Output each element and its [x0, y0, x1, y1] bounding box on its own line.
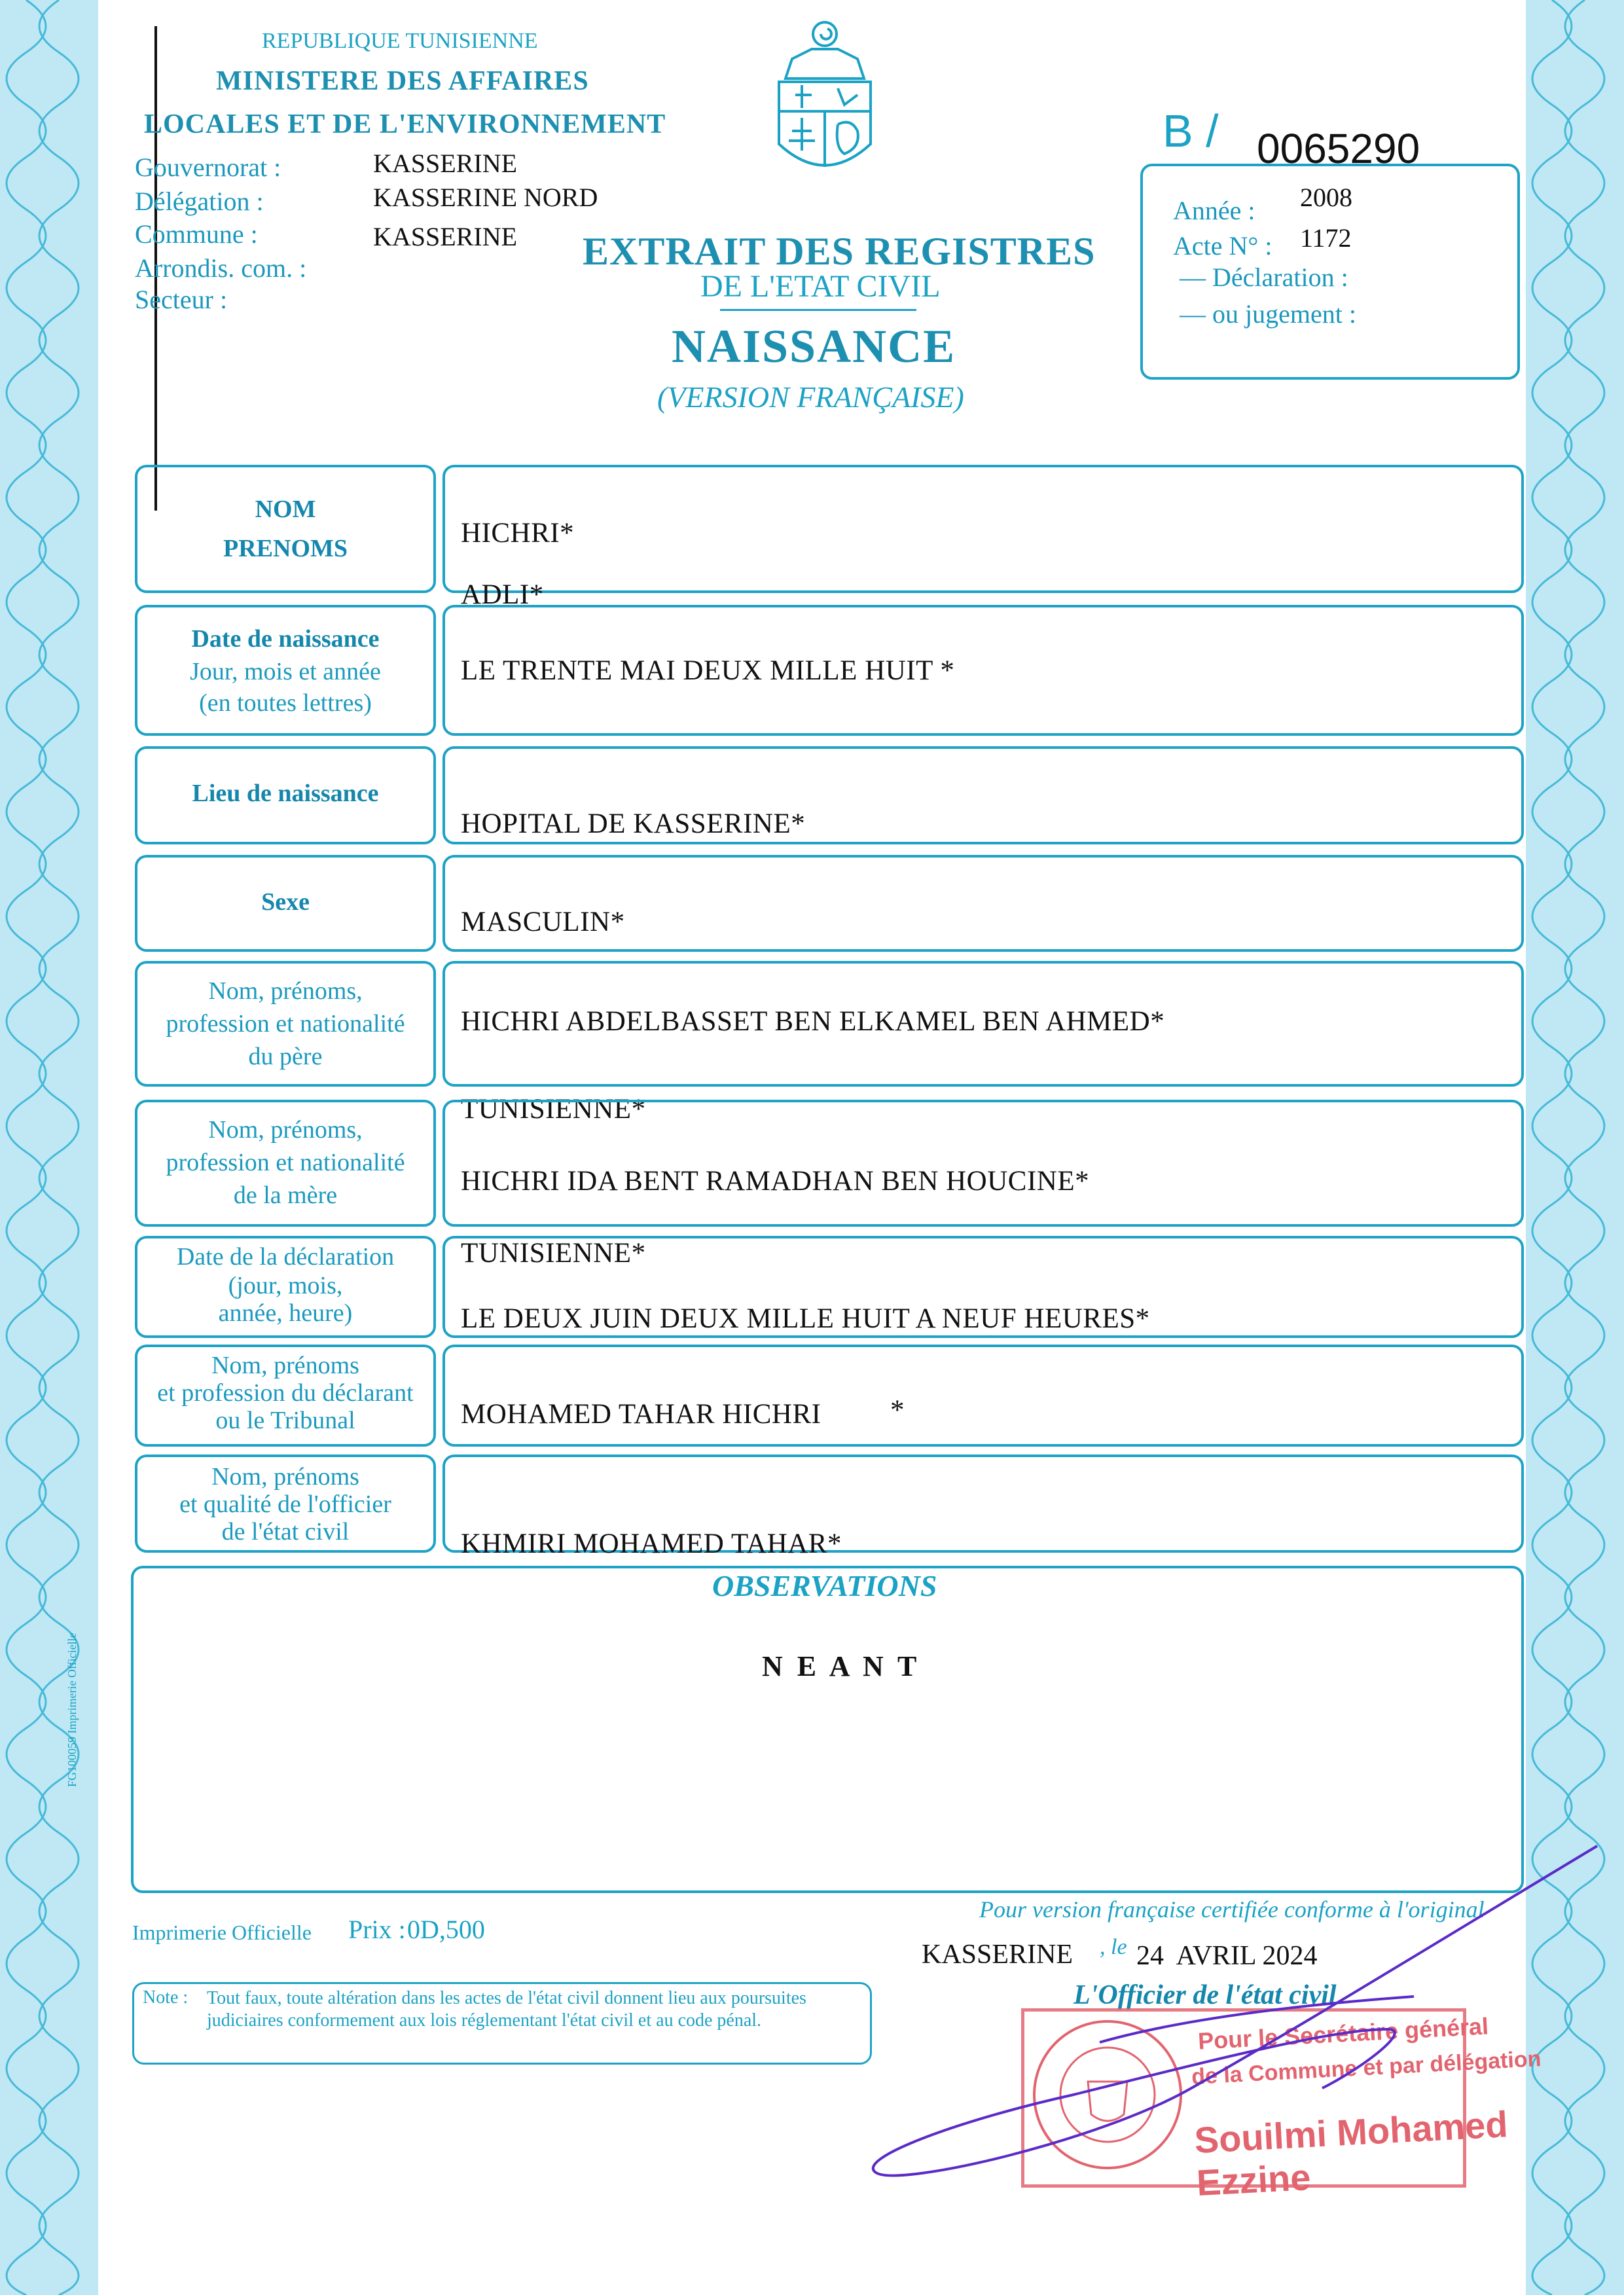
commune-label: Commune :	[135, 219, 258, 249]
declarant-value: MOHAMED TAHAR HICHRI	[461, 1399, 821, 1430]
governorate-label: Gouvernorat :	[135, 153, 281, 182]
left-guilloche-border	[0, 0, 98, 2295]
serial-prefix: B /	[1163, 105, 1219, 156]
observations-text: N E A N T	[762, 1650, 917, 1682]
act-number-value: 1172	[1300, 223, 1352, 253]
row-mother-value-box	[442, 1100, 1524, 1227]
row-name-label-box	[135, 465, 436, 593]
officer-signature-title: L'Officier de l'état civil	[1074, 1980, 1337, 2010]
judgment-label: — ou jugement :	[1180, 299, 1356, 329]
row-name-label2: PRENOMS	[223, 535, 348, 562]
row-name-value-box	[442, 465, 1524, 593]
row-birthdate-label: Date de naissance	[191, 625, 380, 653]
row-father-label3: du père	[248, 1043, 323, 1070]
row-declaration-date-label1: Date de la déclaration	[176, 1243, 395, 1271]
stamp-line1: Pour le Secrétaire général	[1197, 2012, 1489, 2055]
firstname-value: ADLI*	[461, 579, 544, 610]
row-declarant-label1: Nom, prénoms	[211, 1352, 359, 1379]
version-label: (VERSION FRANÇAISE)	[657, 380, 964, 414]
price-label: Prix :	[348, 1915, 406, 1944]
father-nationality-value: TUNISIENNE*	[461, 1094, 646, 1125]
row-birthdate-sublabel1: Jour, mois et année	[190, 658, 381, 685]
surname-value: HICHRI*	[461, 518, 575, 549]
stamp-name: Souilmi Mohamed Ezzine	[1193, 2103, 1509, 2204]
declaration-label: — Déclaration :	[1180, 262, 1348, 292]
legal-note-label: Note :	[143, 1987, 189, 2008]
ministry-line2: LOCALES ET DE L'ENVIRONNEMENT	[144, 109, 666, 139]
year-label: Année :	[1173, 196, 1255, 225]
arrondissement-label: Arrondis. com. :	[135, 253, 307, 283]
stamp-line2: de la Commune et par délégation	[1191, 2046, 1542, 2089]
row-sex-label: Sexe	[261, 888, 310, 916]
governorate-value: KASSERINE	[373, 149, 518, 178]
serial-number: 0065290	[1257, 125, 1420, 172]
row-declaration-date-label2: (jour, mois,	[228, 1272, 343, 1299]
row-declaration-date-label3: année, heure)	[218, 1299, 353, 1327]
row-officer-label2: et qualité de l'officier	[179, 1491, 391, 1518]
document-type-title: NAISSANCE	[672, 320, 956, 372]
title-line1: EXTRAIT DES REGISTRES	[583, 230, 1096, 273]
republic-label: REPUBLIQUE TUNISIENNE	[262, 29, 538, 53]
printer-label: Imprimerie Officielle	[132, 1921, 312, 1944]
year-value: 2008	[1300, 183, 1352, 212]
secteur-label: Secteur :	[135, 285, 228, 314]
title-line2: DE L'ETAT CIVIL	[700, 269, 941, 304]
act-number-label: Acte N° :	[1173, 231, 1272, 261]
officer-value: KHMIRI MOHAMED TAHAR*	[461, 1528, 842, 1559]
ministry-line1: MINISTERE DES AFFAIRES	[216, 66, 589, 96]
row-declarant-value-box	[442, 1345, 1524, 1447]
certified-statement: Pour version française certifiée conforme à l'original	[979, 1896, 1485, 1923]
father-value: HICHRI ABDELBASSET BEN ELKAMEL BEN AHMED*	[461, 1006, 1165, 1037]
title-underline	[720, 309, 916, 311]
issue-date: 24 AVRIL 2024	[1136, 1941, 1318, 1971]
declaration-date-value: LE DEUX JUIN DEUX MILLE HUIT A NEUF HEURES*	[461, 1303, 1150, 1334]
observations-title: OBSERVATIONS	[712, 1569, 937, 1602]
delegation-value: KASSERINE NORD	[373, 183, 598, 212]
row-mother-label3: de la mère	[233, 1182, 338, 1209]
mother-value: HICHRI IDA BENT RAMADHAN BEN HOUCINE*	[461, 1166, 1090, 1197]
birthplace-value: HOPITAL DE KASSERINE*	[461, 808, 806, 839]
price-value: 0D,500	[407, 1915, 485, 1944]
coat-of-arms-emblem	[766, 20, 884, 190]
legal-note-text: Tout faux, toute altération dans les actes de l'état civil donnent lieu aux poursuites judiciaires conformement aux lois réglementant l'état civil et au code pénal.	[207, 1988, 806, 2031]
issue-place: KASSERINE	[922, 1940, 1074, 1970]
sex-value: MASCULIN*	[461, 907, 625, 937]
issue-date-prefix: , le	[1100, 1935, 1127, 1959]
birthdate-value: LE TRENTE MAI DEUX MILLE HUIT *	[461, 655, 955, 686]
row-birthplace-label: Lieu de naissance	[192, 780, 379, 807]
declarant-star: *	[890, 1395, 905, 1426]
commune-value: KASSERINE	[373, 222, 518, 251]
row-mother-label2: profession et nationalité	[166, 1149, 405, 1176]
row-father-label1: Nom, prénoms,	[208, 977, 363, 1005]
row-father-label2: profession et nationalité	[166, 1010, 405, 1038]
row-declarant-label2: et profession du déclarant	[157, 1379, 414, 1407]
side-printer-code: FG100059 Imprimerie Officielle	[65, 1633, 79, 1787]
mother-nationality-value: TUNISIENNE*	[461, 1238, 646, 1269]
row-name-label1: NOM	[255, 496, 316, 523]
handwritten-signature	[825, 1833, 1610, 2213]
row-officer-label1: Nom, prénoms	[211, 1463, 359, 1491]
row-mother-label1: Nom, prénoms,	[208, 1116, 363, 1144]
delegation-label: Délégation :	[135, 187, 264, 216]
row-birthdate-sublabel2: (en toutes lettres)	[199, 689, 372, 717]
row-officer-label3: de l'état civil	[221, 1518, 350, 1545]
row-declarant-label3: ou le Tribunal	[215, 1407, 355, 1434]
